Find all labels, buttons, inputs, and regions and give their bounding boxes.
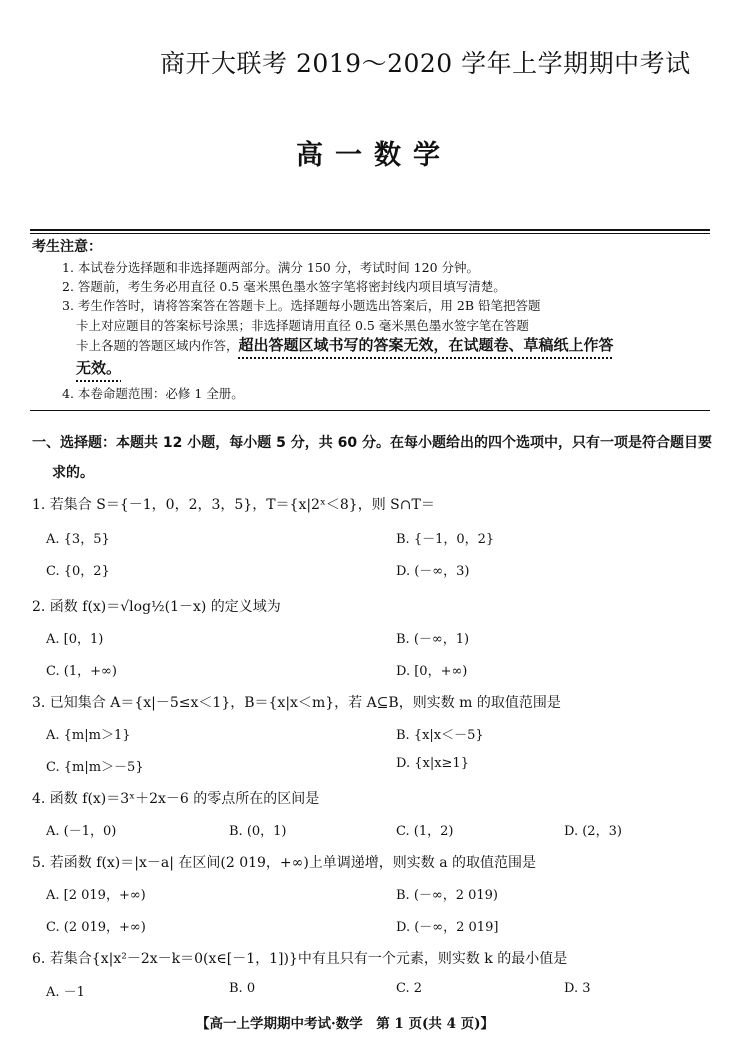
question-1-option-b: B. {－1，0，2} — [396, 532, 495, 547]
question-3-option-c: C. {m|m＞－5} — [46, 760, 144, 775]
notice-item-3-line-3-plain: 卡上各题的答题区域内作答， — [76, 338, 239, 353]
question-1-option-a: A. {3，5} — [46, 532, 110, 547]
question-2-option-a: A. [0，1) — [46, 632, 104, 647]
question-5-option-b: B. (－∞，2 019) — [396, 888, 499, 903]
question-6-option-d: D. 3 — [564, 981, 591, 996]
notice-item-1: 1. 本试卷分选择题和非选择题两部分。满分 150 分，考试时间 120 分钟。 — [62, 260, 480, 275]
question-4-stem: 4. 函数 f(x)＝3ˣ＋2x－6 的零点所在的区间是 — [32, 791, 320, 807]
question-4-option-c: C. (1，2) — [396, 824, 454, 839]
notice-item-2: 2. 答题前，考生务必用直径 0.5 毫米黑色墨水签字笔将密封线内项目填写清楚。 — [62, 279, 506, 294]
exam-title: 商开大联考 2019～2020 学年上学期期中考试 — [160, 49, 691, 78]
question-6-option-c: C. 2 — [396, 981, 423, 996]
question-5-option-c: C. (2 019，+∞) — [46, 920, 146, 935]
question-3-stem: 3. 已知集合 A＝{x|－5≤x＜1}，B＝{x|x＜m}，若 A⊆B，则实数 m 的取值范围是 — [32, 695, 561, 711]
question-4-option-b: B. (0，1) — [229, 824, 287, 839]
notice-bottom-rule — [30, 410, 710, 411]
notice-item-3-line-4: 无效。 — [76, 359, 122, 377]
top-rule-thin — [30, 233, 710, 234]
question-3-option-b: B. {x|x＜－5} — [396, 728, 484, 743]
top-rule — [30, 229, 710, 231]
question-6-stem: 6. 若集合{x|x²－2x－k＝0(x∈[－1，1])}中有且只有一个元素，则实数 k 的最小值是 — [32, 951, 568, 967]
question-1-stem: 1. 若集合 S＝{－1，0，2，3，5}，T＝{x|2ˣ＜8}，则 S∩T＝ — [32, 497, 435, 513]
notice-item-3-emphasis: 超出答题区域书写的答案无效，在试题卷、草稿纸上作答 — [238, 336, 614, 354]
page-footer: 【高一上学期期中考试·数学 第 1 页(共 4 页)】 — [196, 1016, 495, 1032]
question-5-stem: 5. 若函数 f(x)＝|x－a| 在区间(2 019，+∞)上单调递增，则实数 a 的取值范围是 — [32, 855, 537, 871]
notice-item-4: 4. 本卷命题范围：必修 1 全册。 — [62, 386, 244, 401]
question-2-stem: 2. 函数 f(x)＝√log½(1－x) 的定义域为 — [32, 599, 281, 615]
question-3-option-d: D. {x|x≥1} — [396, 756, 469, 771]
section-heading-line-1: 一、选择题：本题共 12 小题，每小题 5 分，共 60 分。在每小题给出的四个选项中，只有一项是符合题目要 — [32, 435, 712, 451]
notice-item-3-line-1: 3. 考生作答时，请将答案答在答题卡上。选择题每小题选出答案后，用 2B 铅笔把答题 — [62, 298, 541, 313]
question-3-option-a: A. {m|m＞1} — [46, 728, 131, 743]
subject-title: 高一数学 — [296, 140, 452, 171]
question-2-option-d: D. [0，+∞) — [396, 664, 468, 679]
question-4-option-a: A. (－1，0) — [46, 824, 117, 839]
question-2-option-c: C. (1，+∞) — [46, 664, 117, 679]
section-heading-line-2: 求的。 — [52, 465, 94, 481]
notice-item-3-line-3 — [76, 334, 614, 355]
question-1-option-d: D. (－∞，3) — [396, 564, 470, 579]
notice-item-3-line-2: 卡上对应题目的答案标号涂黑；非选择题请用直径 0.5 毫米黑色墨水签字笔在答题 — [76, 318, 529, 333]
question-4-option-d: D. (2，3) — [564, 824, 622, 839]
question-5-option-d: D. (－∞，2 019] — [396, 920, 499, 935]
question-2-option-b: B. (－∞，1) — [396, 632, 470, 647]
question-6-option-a: A. －1 — [46, 985, 85, 1000]
question-1-option-c: C. {0，2} — [46, 564, 110, 579]
question-5-option-a: A. [2 019，+∞) — [46, 888, 146, 903]
question-6-option-b: B. 0 — [229, 981, 256, 996]
notice-heading: 考生注意： — [32, 239, 102, 255]
